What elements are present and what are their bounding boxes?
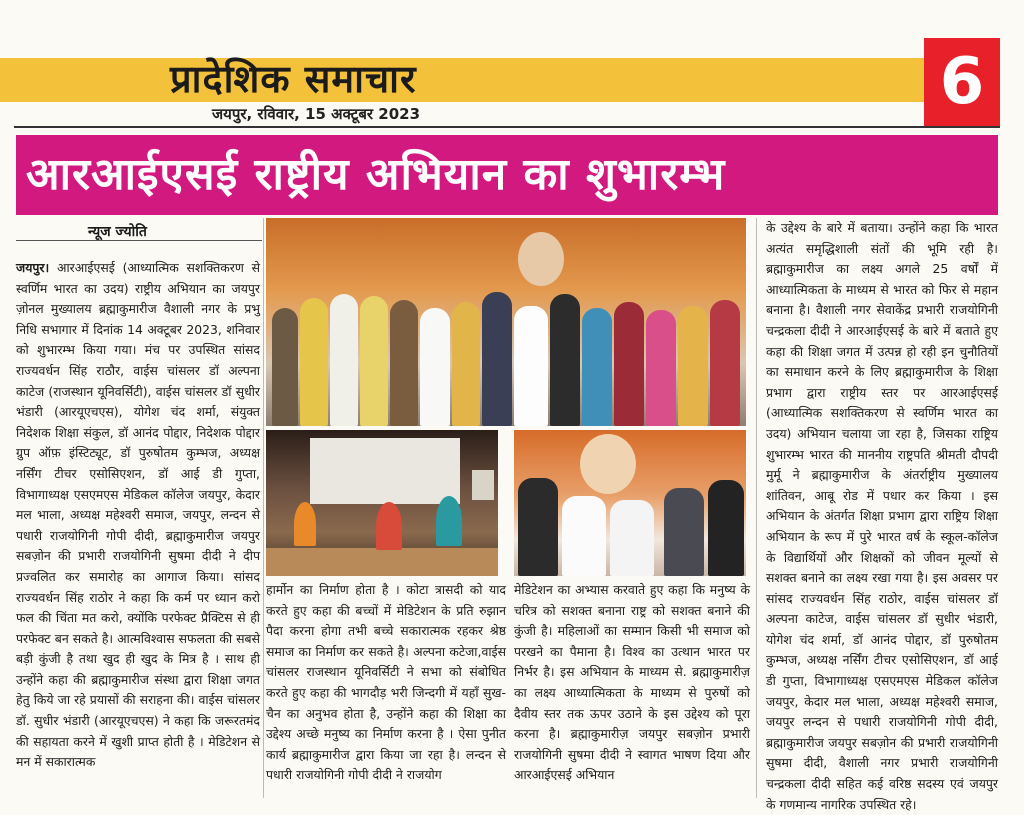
column-1-text: आरआईएसई (आध्यात्मिक सशक्तिकरण से स्वर्णिम भारत का उदय) राष्ट्रीय अभियान का जयपुर ज़ोनल मुख्यालय ब्रह्माकुमारीज वैशाली नगर के प्रभु निधि सभागार में दिनांक 14 अक्टूबर 2023, शनिवार को शुभारम्भ किया गया। मंच पर उपस्थित सांसद राज्यवर्धन सिंह राठौर, वाईस चांसलर डॉ अल्पना काटेज (राजस्थान यूनिवर्सिटी), वाईस चांसलर डॉ सुधीर भंडारी (आरयूएचएस), योगेश चंद शर्मा, संयुक्त निदेशक शिक्षा संकुल, डॉ आनंद पोद्दार, निदेशक पोद्दार ग्रुप ऑफ़ इंस्टिट्यूट, डॉ पुरुषोतम कुम्भज, अध्यक्ष नर्सिंग टीचर एसोसिएशन, डॉ आई डी गुप्ता, विभागाध्यक्ष एसएमएस मेडिकल कॉलेज जयपुर, केदार मल भाला, अध्यक्ष महेश्वरी समाज, जयपुर, लन्दन से पधारी राजयोगिनी गोपी दीदी, ब्रह्माकुमारीज जयपुर सबज़ोन की प्रभारी राजयोगिनी सुषमा दीदी ने दीप प्रज्वलित कर समारोह का आगाज किया। सांसद राज्यवर्धन सिंह राठोर ने कहा कि कर्म पर ध्यान करो फल की चिंता मत करो, क्योंकि परफेक्ट प्रैक्टिस से ही परफेक्ट बन सकते है। आत्मविश्वास सफलता की सबसे बड़ी कुंजी है तथा खुद ही खुद के मित्र है । साथ ही उन्होंने कहा की ब्रह्माकुमारीज संस्था द्वारा शिक्षा जगत हेतु किये जा रहे प्रयासों की सराहना की। वाईस चांसलर डॉ. सुधीर भंडारी (आरयूएचएस) ने कहा कि जरूरतमंद की सहायता करने में खुशी प्राप्त होती है । मेडिटेशन से मन में सकारात्मक xyxy=(16,260,260,770)
masthead-band xyxy=(0,58,940,102)
dateline-lead: जयपुर। xyxy=(16,260,50,275)
dance-photo xyxy=(266,430,498,576)
page-number: 6 xyxy=(924,38,1000,126)
divider xyxy=(16,240,262,241)
headline: आरआईएसई राष्ट्रीय अभियान का शुभारम्भ xyxy=(26,149,726,200)
column-divider xyxy=(263,218,264,798)
divider xyxy=(14,126,1000,128)
portrait-head xyxy=(580,434,636,494)
article-column-1 xyxy=(16,258,260,773)
portrait-head xyxy=(518,232,564,286)
section-title: प्रादेशिक समाचार xyxy=(170,57,417,101)
article-column-3: मेडिटेशन का अभ्यास करवाते हुए कहा कि मनुष्य के चरित्र को सशक्त बनाना राष्ट्र को सशक्त बनाने की कुंजी है। महिलाओं का सम्मान किसी भी समाज को परखने का पैमाना है। विश्व का उत्थान भारत पर निर्भर है। इस अभियान के माध्यम से. ब्रह्माकुमारीज़ का लक्ष्य आध्यात्मिकता के माध्यम से पुरुषों को दैवीय स्तर तक ऊपर उठाने के इस उद्देश्य को पूरा करना है। ब्रह्माकुमारीज़ जयपुर सबज़ोन प्रभारी राजयोगिनी सुषमा दीदी ने स्वागत भाषण दिया और आरआईएसई अभियान xyxy=(514,582,750,783)
article-column-4: के उद्देश्य के बारे में बताया। उन्होंने कहा कि भारत अत्यंत समृद्धिशाली संतों की भूमि रही है। ब्रह्माकुमारीज का लक्ष्य अगले 25 वर्षों में आध्यात्मिकता के माध्यम से भारत को फिर से महान बनाना है। वैशाली नगर सेवाकेंद्र प्रभारी राजयोगिनी चन्द्रकला दीदी ने आरआईएसई के बारे में बताते हुए कहा की शिक्षा जगत में उत्पन्न हो रही इन चुनौतियों का समाधान करने के लिए ब्रह्माकुमारीज के शिक्षा प्रभाग द्वारा राष्ट्रीय स्तर पर आरआईएसई (आध्यात्मिक सशक्तिकरण से स्वर्णिम भारत का उदय) अभियान चलाया जा रहा है, जिसका राष्ट्रिय शुभारम्भ भारत की माननीय राष्ट्रपति श्रीमती दौपदी मुर्मू ने ब्रह्माकुमारीज के अंतर्राष्ट्रीय मुख्यालय शांतिवन, आबू रोड में पधार कर किया । इस अभियान के अंतर्गत शिक्षा प्रभाग द्वारा राष्ट्रिय शिक्षा अभियान के रूप में पुरे भारत वर्ष के स्कूल-कॉलेज के विद्यार्थियों और शिक्षकों को जीवन मूल्यों से सशक्त बनाने का लक्ष्य रखा गया है। इस अवसर पर सांसद राज्यवर्धन सिंह राठोर, वाईस चांसलर डॉ अल्पना काटेज, वाईस चांसलर डॉ सुधीर भंडारी, योगेश चंद शर्मा, डॉ आनंद पोद्दार, डॉ पुरुषोतम कुम्भज, अध्यक्ष नर्सिंग टीचर एसोसिएशन, डॉ आई डी गुप्ता, विभागाध्यक्ष एसएमएस मेडिकल कॉलेज जयपुर, केदार मल भाला, अध्यक्ष महेश्वरी समाज, जयपुर लन्दन से पधारी राजयोगिनी गोपी दीदी, ब्रह्माकुमारीज जयपुर सबज़ोन की प्रभारी राजयोगिनी सुषमा दीदी, वैशाली नगर प्रभारी राजयोगिनी चन्द्रकला दीदी सहित कई वरिष्ठ सदस्य एवं जयपुर के गणमान्य नागरिक उपस्थित रहे। xyxy=(766,220,998,812)
group-photo xyxy=(266,218,746,426)
column-divider xyxy=(756,218,757,798)
lamp-lighting-photo xyxy=(514,430,746,576)
screen xyxy=(310,438,460,504)
dateline: जयपुर, रविवार, 15 अक्टूबर 2023 xyxy=(212,105,421,123)
article-column-2: हार्मोन का निर्माण होता है । कोटा त्रासदी को याद करते हुए कहा की बच्चों में मेडिटेशन के प्रति रुझान पैदा करना होगा तभी बच्चे सकारात्मक रहकर श्रेष्ठ समाज का निर्माण कर सकते है। अल्पना कटेजा,वाईस चांसलर राजस्थान यूनिवर्सिटी ने सभा को संबोधित करते हुए कहा की भागदौड़ भरी जिन्दगी में यहाँ सुख-चैन का अनुभव होता है, उन्होंने कहा की शिक्षा का उद्देश्य अच्छे मनुष्य का निर्माण करना है । ऐसा पुनीत कार्य ब्रह्माकुमारीज द्वारा किया जा रहा है। लन्दन से पधारी राजयोगिनी गोपी दीदी ने राजयोग xyxy=(266,582,506,783)
byline: न्यूज ज्योति xyxy=(88,224,147,240)
